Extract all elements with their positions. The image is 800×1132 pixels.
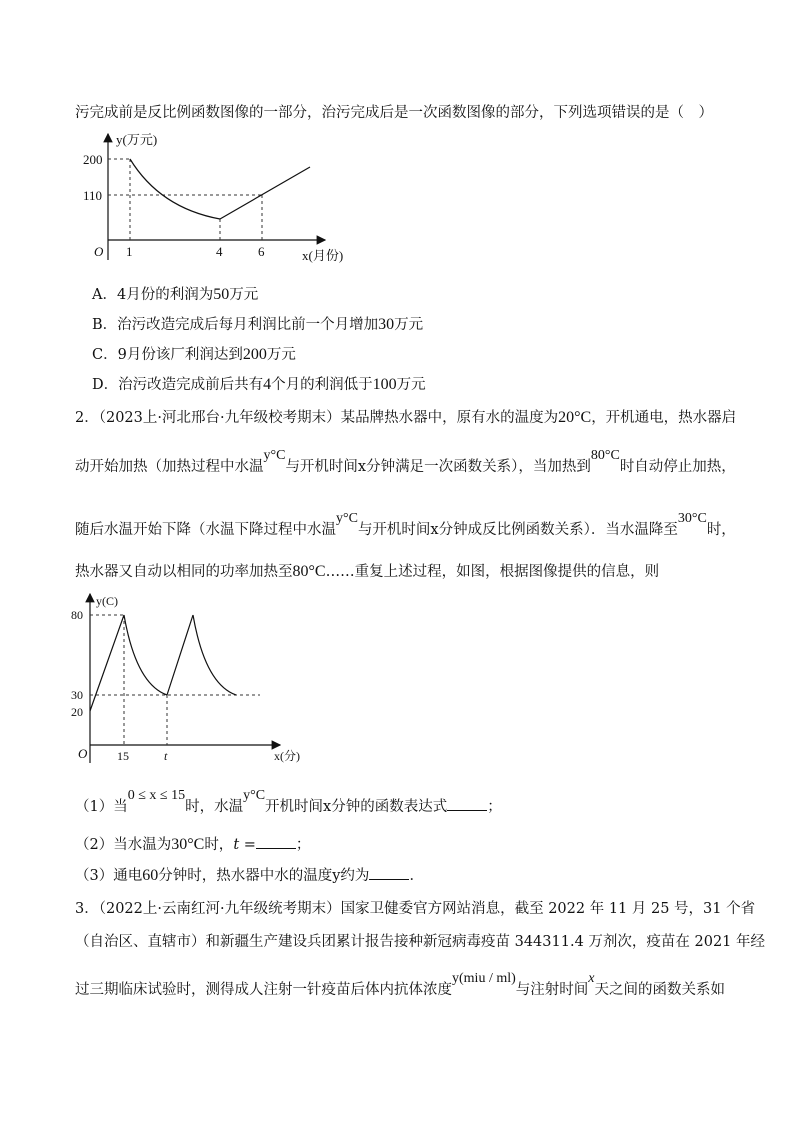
q1-xtick-6: 6 <box>258 244 265 259</box>
q1-xtick-1: 1 <box>126 244 133 259</box>
q1-graph <box>80 128 370 268</box>
q2-graph <box>70 588 320 768</box>
q2-line-1: 2．（2023上·河北邢台·九年级校考期末）某品牌热水器中，原有水的温度为20°C，开机通电，热水器启 <box>75 409 737 426</box>
q2-line-4: 热水器又自动以相同的功率加热至80°C……重复上述过程，如图，根据图像提供的信息，则 <box>75 563 660 580</box>
q2-heating-1 <box>90 615 124 711</box>
q2-xtick-t: t <box>164 749 168 763</box>
q1-linear-segment <box>220 167 310 219</box>
q2-sub-2: （2）当水温为30°C时，t = ； <box>75 836 311 853</box>
q1-option-c: C．9月份该厂利润达到200万元 <box>92 346 296 363</box>
q2-cooling-2 <box>193 615 236 695</box>
q2-ytick-80: 80 <box>71 608 83 622</box>
q2-xtick-15: 15 <box>117 749 129 763</box>
q1-origin: O <box>94 244 104 259</box>
q2-answer-blank-1[interactable] <box>447 810 487 811</box>
q1-inverse-curve <box>130 159 220 219</box>
q2-line-3: 随后水温开始下降（水温下降过程中水温y°C与开机时间x分钟成反比例函数关系）．当水温降至30°C时， <box>75 511 736 538</box>
q2-ytick-20: 20 <box>71 705 83 719</box>
q2-sub-3: （3）通电60分钟时，热水器中水的温度y约为 ． <box>75 867 424 884</box>
q1-xtick-4: 4 <box>216 244 223 259</box>
q1-option-a: A．4月份的利润为50万元 <box>92 286 259 303</box>
q1-stem-tail: 污完成前是反比例函数图像的一部分，治污完成后是一次函数图像的部分，下列选项错误的是（ ） <box>75 105 713 121</box>
q2-sub-1: （1）当0 ≤ x ≤ 15时，水温y°C开机时间x分钟的函数表达式 ； <box>75 788 502 815</box>
q2-ytick-30: 30 <box>71 688 83 702</box>
q1-ytick-110: 110 <box>83 188 103 203</box>
q2-x-label: x(分) <box>274 749 300 763</box>
q1-ytick-200: 200 <box>83 152 103 167</box>
q3-line-3: 过三期临床试验时，测得成人注射一针疫苗后体内抗体浓度y(miu / ml)与注射时间x天之间的函数关系如 <box>75 971 725 998</box>
q1-option-b: B．治污改造完成后每月利润比前一个月增加30万元 <box>92 316 424 333</box>
q1-x-label: x(月份) <box>302 248 344 263</box>
q1-option-d: D．治污改造完成前后共有4个月的利润低于100万元 <box>92 376 426 393</box>
q3-line-1: 3．（2022上·云南红河·九年级统考期末）国家卫健委官方网站消息，截至 2022 年 11 月 25 号，31 个省 <box>75 901 756 917</box>
q2-origin: O <box>78 746 88 761</box>
q2-y-label: y(C) <box>96 594 118 608</box>
q2-cooling-1 <box>124 615 167 695</box>
q2-answer-blank-2[interactable] <box>256 848 296 849</box>
q2-answer-blank-3[interactable] <box>369 879 409 880</box>
q2-line-2: 动开始加热（加热过程中水温y°C与开机时间x分钟满足一次函数关系），当加热到80°C时自动停止加热， <box>75 448 736 475</box>
q2-heating-2 <box>167 615 193 695</box>
q1-y-label: y(万元) <box>116 132 158 147</box>
q3-line-2: （自治区、直辖市）和新疆生产建设兵团累计报告接种新冠病毒疫苗 344311.4 万剂次，疫苗在 2021 年经 <box>75 934 766 950</box>
